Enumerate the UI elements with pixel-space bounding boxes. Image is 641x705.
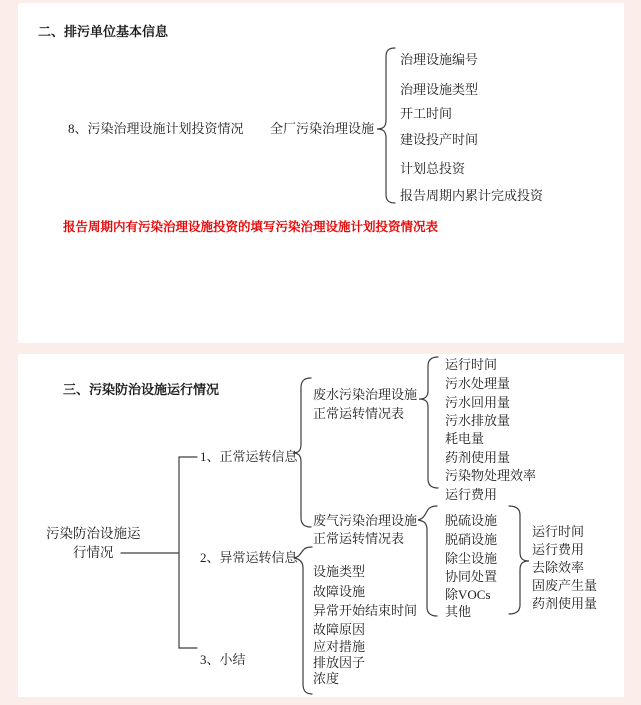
tree-leaf: 药剂使用量 — [445, 450, 511, 465]
tree-leaf: 污染物处理效率 — [445, 468, 537, 483]
tree-leaf: 运行时间 — [445, 357, 498, 372]
section3-title: 三、污染防治设施运行情况 — [63, 382, 220, 397]
tree-leaf: 运行费用 — [532, 542, 585, 557]
tree-leaf: 去除效率 — [532, 560, 585, 575]
tree-leaf: 固废产生量 — [532, 578, 598, 593]
tree-leaf: 污水排放量 — [445, 413, 511, 428]
tree-leaf: 运行费用 — [445, 487, 498, 502]
tree-leaf-facility-type: 治理设施类型 — [400, 82, 479, 97]
wastewater-table-node-line1: 废水污染治理设施 — [313, 387, 418, 402]
tree-leaf: 污水回用量 — [445, 395, 511, 410]
section2-title: 二、排污单位基本信息 — [38, 24, 169, 39]
root-node-line2: 行情况 — [73, 545, 114, 560]
tree-leaf-commission-time: 建设投产时间 — [400, 132, 479, 147]
tree-leaf: 设施类型 — [313, 564, 366, 579]
tree-leaf: 异常开始结束时间 — [313, 603, 418, 618]
tree-leaf: 污水处理量 — [445, 376, 511, 391]
tree-leaf: 应对措施 — [313, 639, 366, 654]
red-note: 报告周期内有污染治理设施投资的填写污染治理设施计划投资情况表 — [63, 220, 439, 234]
tree-leaf: 除尘设施 — [445, 551, 498, 566]
plant-facilities-node: 全厂污染治理设施 — [270, 121, 375, 136]
doc-panel-top — [18, 3, 624, 343]
tree-leaf: 排放因子 — [313, 655, 366, 670]
branch-abnormal-operation-label: 2、异常运转信息 — [200, 550, 298, 565]
branch-summary-label: 3、小结 — [200, 652, 246, 667]
item8-label: 8、污染治理设施计划投资情况 — [68, 121, 244, 136]
tree-leaf: 脱硝设施 — [445, 532, 498, 547]
tree-leaf-planned-investment: 计划总投资 — [400, 161, 466, 176]
tree-leaf: 除VOCs — [445, 587, 491, 602]
tree-leaf: 药剂使用量 — [532, 596, 598, 611]
wastewater-table-node-line2: 正常运转情况表 — [313, 406, 405, 421]
tree-leaf-start-time: 开工时间 — [400, 106, 453, 121]
tree-leaf: 耗电量 — [445, 431, 485, 446]
wastegas-table-node-line2: 正常运转情况表 — [313, 531, 405, 546]
tree-leaf: 其他 — [445, 604, 472, 619]
root-node-line1: 污染防治设施运 — [46, 526, 141, 541]
tree-leaf: 故障设施 — [313, 584, 366, 599]
tree-leaf: 浓度 — [313, 671, 340, 686]
wastegas-table-node-line1: 废气污染治理设施 — [313, 513, 418, 528]
tree-leaf-completed-investment: 报告周期内累计完成投资 — [400, 188, 544, 203]
branch-normal-operation-label: 1、正常运转信息 — [200, 449, 298, 464]
tree-leaf: 协同处置 — [445, 569, 498, 584]
tree-leaf-facility-id: 治理设施编号 — [400, 52, 479, 67]
tree-leaf: 脱硫设施 — [445, 513, 498, 528]
tree-leaf: 故障原因 — [313, 622, 366, 637]
tree-leaf: 运行时间 — [532, 524, 585, 539]
